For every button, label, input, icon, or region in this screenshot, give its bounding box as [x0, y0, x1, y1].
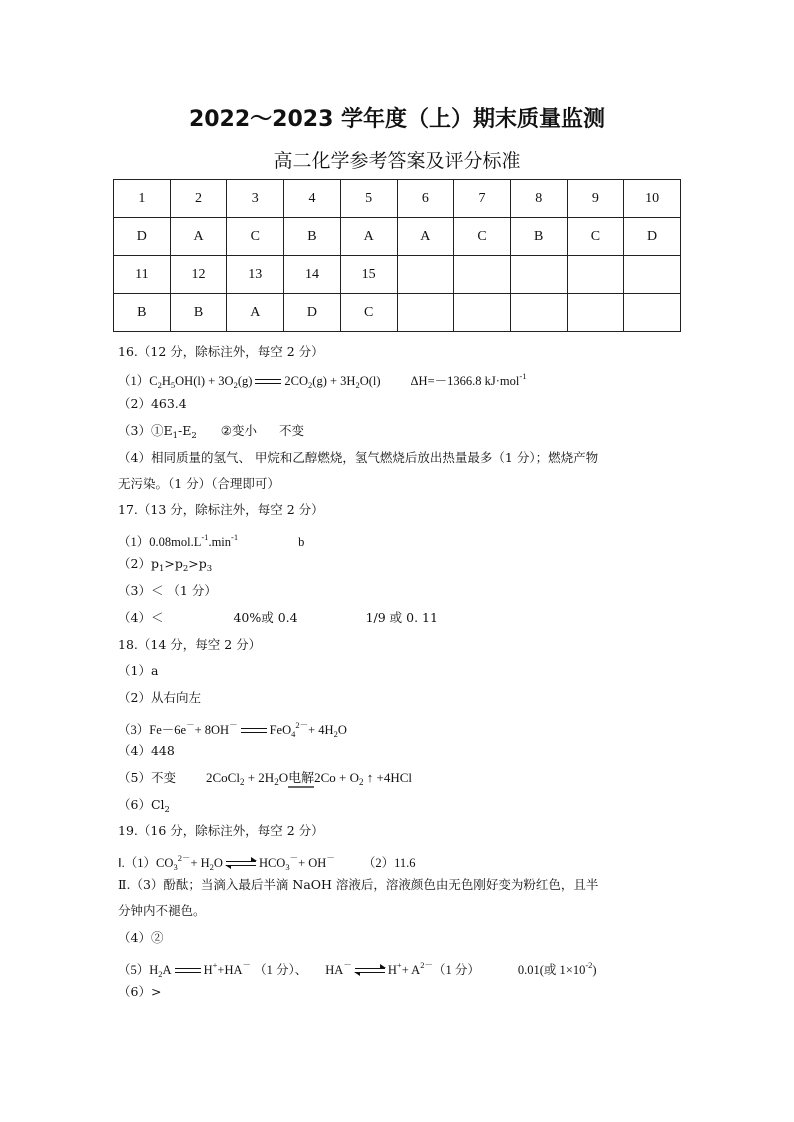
q17-part1: $(1)0.08mol.L^{-1}.\min^{-1}$ b	[118, 532, 305, 549]
answer-table-cell	[567, 256, 624, 294]
answer-table-cell: 9	[567, 180, 624, 218]
answer-table-cell: D	[114, 218, 171, 256]
answer-table-cell: 11	[114, 256, 171, 294]
q18-part2: （2）从右向左	[118, 690, 201, 705]
answer-table-cell: D	[284, 294, 341, 332]
q17-part3: （3）＜ （1 分）	[118, 583, 217, 598]
answer-table-cell	[510, 294, 567, 332]
q16-heading: 16.（12 分，除标注外，每空 2 分）	[118, 344, 324, 359]
q18-electrolysis-equation: 2CoCl$_2$ + $2H_2O$电解$2Co + O_2$ ↑ +4HCl	[206, 767, 412, 787]
answer-table-row	[114, 256, 681, 294]
q16-part4-line1: （4）相同质量的氢气、 甲烷和乙醇燃烧，氢气燃烧后放出热量最多（1 分）；燃烧产物	[118, 450, 599, 465]
answer-table	[113, 179, 681, 332]
answer-table-cell	[397, 256, 454, 294]
answer-table-cell: C	[340, 294, 397, 332]
electrolysis-condition: 电解	[288, 767, 314, 786]
q16-part2: （2）463.4	[118, 396, 187, 411]
q18-part6: $(6)Cl_2$	[118, 797, 170, 815]
answer-table-cell: A	[227, 294, 284, 332]
answer-table-cell: 13	[227, 256, 284, 294]
q18-part1: （1）a	[118, 663, 159, 678]
answer-table-cell	[624, 256, 681, 294]
answer-table-cell: 7	[454, 180, 511, 218]
answer-table-cell: 15	[340, 256, 397, 294]
answer-table-cell: B	[114, 294, 171, 332]
answer-table-cell: 8	[510, 180, 567, 218]
answer-table-cell: A	[170, 218, 227, 256]
answer-table-row	[114, 180, 681, 218]
q19-part6: （6）>	[118, 984, 162, 999]
answer-table-cell	[567, 294, 624, 332]
q17-part4: （4）＜ 40%或 0.4 1/9 或 0. 11	[118, 610, 438, 625]
q19-part1: $Ⅰ.(1)CO_3^{2-}+ H_2O$ $HCO_3^-+ OH^-$ （2）11.6	[118, 853, 416, 872]
answer-table-cell: B	[284, 218, 341, 256]
answer-table-cell: 6	[397, 180, 454, 218]
answer-table-cell: C	[454, 218, 511, 256]
answer-table-cell: 14	[284, 256, 341, 294]
answer-table-cell: 2	[170, 180, 227, 218]
answer-table-cell	[397, 294, 454, 332]
answer-table-cell: A	[397, 218, 454, 256]
q18-heading: 18.（14 分，每空 2 分）	[118, 637, 262, 652]
answer-table-cell: 3	[227, 180, 284, 218]
answer-table-row	[114, 294, 681, 332]
page-title: 2022～2023 学年度（上）期末质量监测	[188, 107, 606, 132]
answer-table-cell	[454, 256, 511, 294]
q19-part3-line1: Ⅱ.（3）酚酞；当滴入最后半滴 NaOH 溶液后，溶液颜色由无色刚好变为粉红色，且半	[118, 877, 599, 892]
answer-table-cell: C	[567, 218, 624, 256]
answer-table-cell: 5	[340, 180, 397, 218]
q18-part3: （3）Fe－6e－+ 8OH－ $FeO_4^{2-}+ 4H_2O$	[118, 720, 347, 739]
q16-part4-line2: 无污染。（1 分）（合理即可）	[118, 476, 280, 491]
answer-table-cell: 4	[284, 180, 341, 218]
page-subtitle: 高二化学参考答案及评分标准	[273, 150, 521, 172]
q17-part2: $(2)p_1>p_2>p_3$	[118, 556, 213, 574]
q19-part5: $(5)H_2A$ H++HA－ （1 分）、 HA－ $H^++ A^{2-}(1$ 分） 0.01(或 $1\times 10^{-2}$)	[118, 960, 597, 979]
answer-table-cell: B	[510, 218, 567, 256]
q18-part5: （5）不变	[118, 770, 176, 785]
q17-heading: 17.（13 分，除标注外，每空 2 分）	[118, 502, 324, 517]
answer-table-cell: C	[227, 218, 284, 256]
q19-part3-line2: 分钟内不褪色。	[118, 903, 206, 918]
q19-part4: （4）②	[118, 930, 164, 945]
answer-table-cell: 12	[170, 256, 227, 294]
answer-table-cell: A	[340, 218, 397, 256]
answer-table-cell	[454, 294, 511, 332]
answer-table-cell	[510, 256, 567, 294]
q16-part3: $(3)①E_1-E_2$ ②变小 不变	[118, 423, 305, 441]
answer-table-cell: B	[170, 294, 227, 332]
q19-heading: 19.（16 分，除标注外，每空 2 分）	[118, 823, 324, 838]
answer-table-cell	[624, 294, 681, 332]
answer-table-row	[114, 218, 681, 256]
answer-table-cell: 1	[114, 180, 171, 218]
answer-table-cell: D	[624, 218, 681, 256]
q18-part4: （4）448	[118, 743, 175, 758]
q16-part1: $(1)C_2H_5OH(l) + 3O_2(g) 2CO_2(g) + 3H_2O(l)$ ΔH=－1366.8 kJ·mol$^{-1}$	[118, 371, 527, 390]
answer-table-cell: 10	[624, 180, 681, 218]
